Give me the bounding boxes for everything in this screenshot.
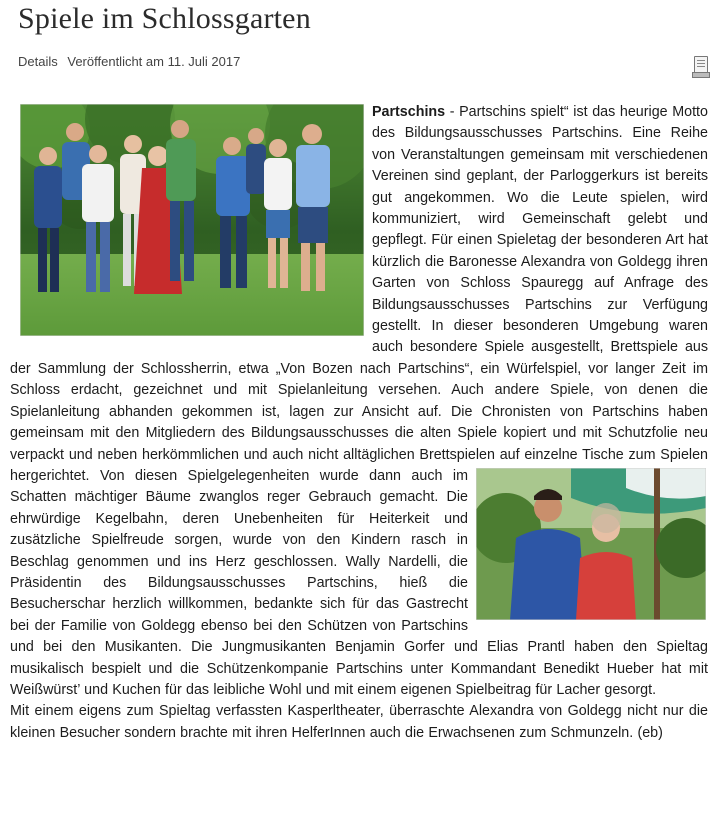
couple-photo [476,468,706,620]
details-label: Details [18,54,58,69]
published-date: Veröffentlicht am 11. Juli 2017 [67,54,241,69]
article-title: Spiele im Schlossgarten [18,2,311,35]
couple-photo-image [476,468,706,620]
paragraph-1-text-b: zum Spielen hergerichtet. Von diesen Spielgelegenheiten wurde dann auch im Schatten mächtiger Bäume zwanglos reger Gebrauch gemacht. Die ehrwürdige Kegelbahn, deren Unebenheiten für Heiterkeit und zusätzliche Spielfreude sorgen, wurde von den Kindern rasch in Beschlag genommen und ins Herz geschlossen. Wally Nardelli, die Präsidentin des Bildungsausschusses Partschins, hieß die Besucherschar herzlich willkommen, bedankte sich für das Gastrecht bei der Familie von Goldegg ebenso bei den Schützen von Partschins und bei den Musikanten. Die Jungmusikanten Benjamin Gorfer und Elias Prantl haben den Spieltag musikalisch bespielt und die Schützenkompanie Partschins unter Kommandant Benedikt Hueber hat mit Weißwürst’ und Kuchen für das leibliche Wohl und mit einem eigenen Spielbeitrag für Lacher gesorgt. [10,446,708,698]
print-icon[interactable] [694,56,708,76]
group-photo [20,104,364,336]
paragraph-1-text-a: - Partschins spielt“ ist das heurige Motto des Bildungsausschusses Partschins. Eine Reihe von Veranstaltungen gemeinsam mit verschiedenen Vereinen sind geplant, der Parloggerkurs ist bereits gut angekommen. Wo die Leute spielen, wird kommuniziert, wird Gemeinschaft gelebt und gepflegt. Für einen Spieletag der besonderen Art hat kürzlich die Baronesse Alexandra von Goldegg ihren Garten von Schloss Spauregg auf Anfrage des Bildungsausschusses Partschins zur Verfügung gestellt. In dieser besonderen Umgebung waren auch besondere Spiele ausgestellt, Brettspiele aus der Sammlung der Schlossherrin, etwa „Von Bozen nach Partschins“, ein Würfelspiel, vor langer Zeit im Schloss erdacht, gezeichnet und mit Spielanleitung versehen. Auch andere Spiele, von denen die Spielanleitung abhanden gekommen ist, lagen zur Ansicht auf. Die Chronisten von Partschins haben gemeinsam mit den Mitgliedern des Bildungsausschusses die alten Spiele kopiert und mit Schutzfolie neu verpackt und neben herkömmlichen und auch nicht alltäglichen Brettspielen auf einzelne Tische [10,104,708,463]
group-photo-image [20,104,364,336]
article-meta [18,54,240,69]
paragraph-2: Mit einem eigens zum Spieltag verfassten Kasperltheater, überraschte Alexandra von Goldegg nicht nur die kleinen Besucher sondern brachte mit ihren HelferInnen auch die Erwachsenen zum Schmunzeln. (eb) [10,703,708,741]
article-body [10,102,708,744]
lead-place: Partschins [372,104,446,120]
